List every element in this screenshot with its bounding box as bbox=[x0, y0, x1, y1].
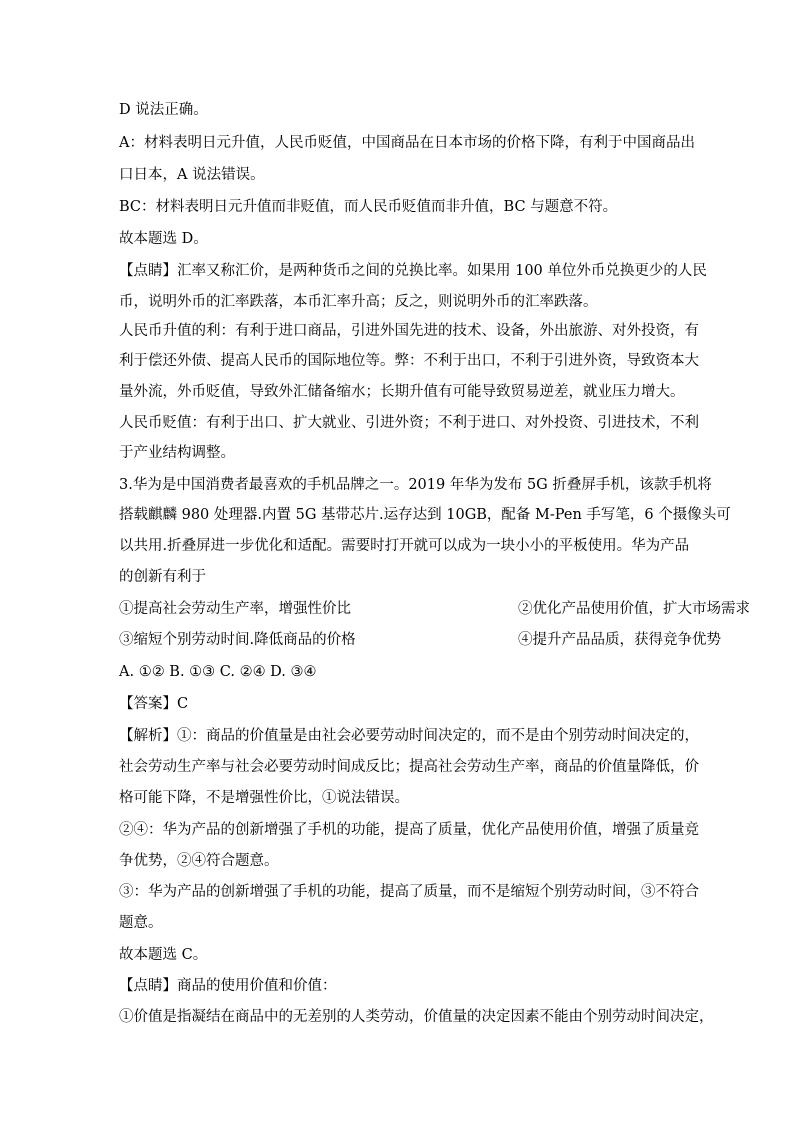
option-2: ②优化产品使用价值，扩大市场需求 bbox=[518, 601, 750, 617]
text-line: 故本题选 D。 bbox=[119, 231, 208, 247]
option-4: ④提升产品品质，获得竞争优势 bbox=[518, 632, 721, 648]
option-row bbox=[119, 599, 750, 619]
text-line: D 说法正确。 bbox=[119, 102, 208, 118]
analysis-line: 社会劳动生产率与社会必要劳动时间成反比；提高社会劳动生产率，商品的价值量降低，价 bbox=[119, 759, 699, 775]
text-line: 利于偿还外债、提高人民币的国际地位等。弊：不利于出口，不利于引进外资，导致资本大 bbox=[119, 353, 699, 369]
question-line: 以共用.折叠屏进一步优化和适配。需要时打开就可以成为一块小小的平板使用。华为产品 bbox=[119, 538, 690, 554]
answer-choices: A. ①② B. ①③ C. ②④ D. ③④ bbox=[119, 664, 317, 680]
analysis-line: 【解析】①：商品的价值量是由社会必要劳动时间决定的，而不是由个别劳动时间决定的， bbox=[119, 728, 699, 744]
analysis-line: ③：华为产品的创新增强了手机的功能，提高了质量，而不是缩短个别劳动时间，③不符合 bbox=[119, 884, 699, 900]
analysis-line: 格可能下降，不是增强性价比，①说法错误。 bbox=[119, 790, 409, 806]
text-line: 人民币升值的利：有利于进口商品，引进外国先进的技术、设备，外出旅游、对外投资，有 bbox=[119, 323, 699, 339]
analysis-line: 故本题选 C。 bbox=[119, 947, 208, 963]
analysis-line: ②④：华为产品的创新增强了手机的功能，提高了质量，优化产品使用价值，增强了质量竞 bbox=[119, 822, 699, 838]
question-line: 3.华为是中国消费者最喜欢的手机品牌之一。2019 年华为发布 5G 折叠屏手机，该款手机将 bbox=[119, 477, 712, 493]
text-line: 口日本，A 说法错误。 bbox=[119, 167, 265, 183]
question-line: 搭载麒麟 980 处理器.内置 5G 基带芯片.运存达到 10GB，配备 M-Pen 手写笔，6 个摄像头可 bbox=[119, 507, 731, 523]
option-row bbox=[119, 630, 721, 650]
analysis-line: 争优势，②④符合题意。 bbox=[119, 853, 279, 869]
text-line: 量外流，外币贬值，导致外汇储备缩水；长期升值有可能导致贸易逆差，就业压力增大。 bbox=[119, 384, 685, 400]
text-line: BC：材料表明日元升值而非贬值，而人民币贬值而非升值，BC 与题意不符。 bbox=[119, 199, 618, 215]
option-3: ③缩短个别劳动时间.降低商品的价格 bbox=[119, 632, 356, 648]
analysis-line: ①价值是指凝结在商品中的无差别的人类劳动，价值量的决定因素不能由个别劳动时间决定， bbox=[119, 1009, 714, 1025]
analysis-line: 【点睛】商品的使用价值和价值： bbox=[119, 978, 337, 994]
text-line: 于产业结构调整。 bbox=[119, 445, 235, 461]
text-line: 【点睛】汇率又称汇价，是两种货币之间的兑换比率。如果用 100 单位外币兑换更少的人民 bbox=[119, 263, 707, 279]
text-line: A：材料表明日元升值，人民币贬值，中国商品在日本市场的价格下降，有利于中国商品出 bbox=[119, 135, 695, 151]
question-line: 的创新有利于 bbox=[119, 569, 206, 585]
option-1: ①提高社会劳动生产率，增强性价比 bbox=[119, 601, 351, 617]
answer-label: 【答案】C bbox=[119, 696, 189, 712]
text-line: 币，说明外币的汇率跌落，本币汇率升高；反之，则说明外币的汇率跌落。 bbox=[119, 294, 598, 310]
analysis-line: 题意。 bbox=[119, 915, 163, 931]
text-line: 人民币贬值：有利于出口、扩大就业、引进外资；不利于进口、对外投资、引进技术，不利 bbox=[119, 415, 699, 431]
